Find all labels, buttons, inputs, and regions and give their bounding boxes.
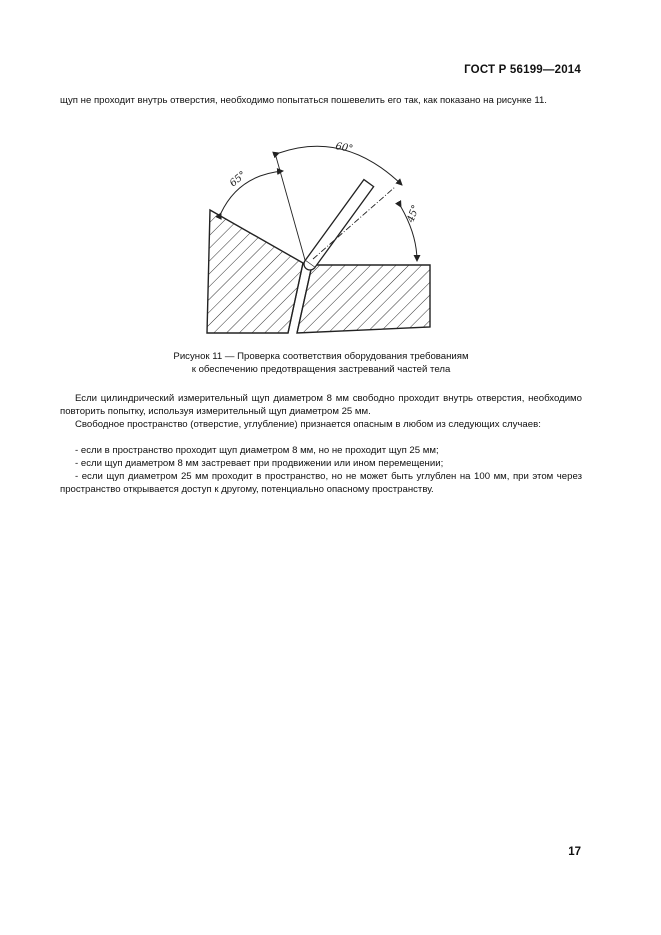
- angle-label-65: 65°: [227, 169, 249, 190]
- probe: [302, 180, 374, 273]
- page-number: 17: [568, 846, 581, 858]
- figure-caption: [60, 350, 582, 376]
- caption-line-1: Рисунок 11 — Проверка соответствия оборудования требованиям: [173, 351, 469, 362]
- right-block: [297, 265, 430, 333]
- intro-paragraph: щуп не проходит внутрь отверстия, необходимо попытаться пошевелить его так, как показано на рисунке 11.: [60, 95, 547, 106]
- probe-diagram: [195, 135, 445, 345]
- bullet-item: - если щуп диаметром 25 мм проходит в пространство, но не может быть углублен на 100 мм, при этом через пространство открывается доступ к другому, потенциально опасному пространству.: [60, 471, 582, 495]
- caption-line-2: к обеспечению предотвращения застреваний частей тела: [191, 364, 451, 375]
- bullet-item: - если щуп диаметром 8 мм застревает при продвижении или ином перемещении;: [75, 458, 444, 469]
- left-block: [207, 210, 303, 333]
- paragraph-3: Свободное пространство (отверстие, углубление) признается опасным в любом из следующих случаев:: [75, 419, 541, 430]
- angle-label-45: 45°: [405, 203, 422, 225]
- vertical-reference-line: [275, 153, 305, 260]
- arc-65: [221, 171, 283, 213]
- bullet-list: [60, 444, 582, 496]
- document-header: ГОСТ Р 56199—2014: [464, 64, 581, 76]
- angle-label-60: 60°: [334, 141, 354, 156]
- bullet-item: - если в пространство проходит щуп диаметром 8 мм, но не проходит щуп 25 мм;: [75, 445, 439, 456]
- figure-11: [195, 135, 445, 345]
- paragraph-2: Если цилиндрический измерительный щуп диаметром 8 мм свободно проходит внутрь отверстия, необходимо повторить попытку, используя измерительный щуп диаметром 25 мм.: [60, 393, 582, 417]
